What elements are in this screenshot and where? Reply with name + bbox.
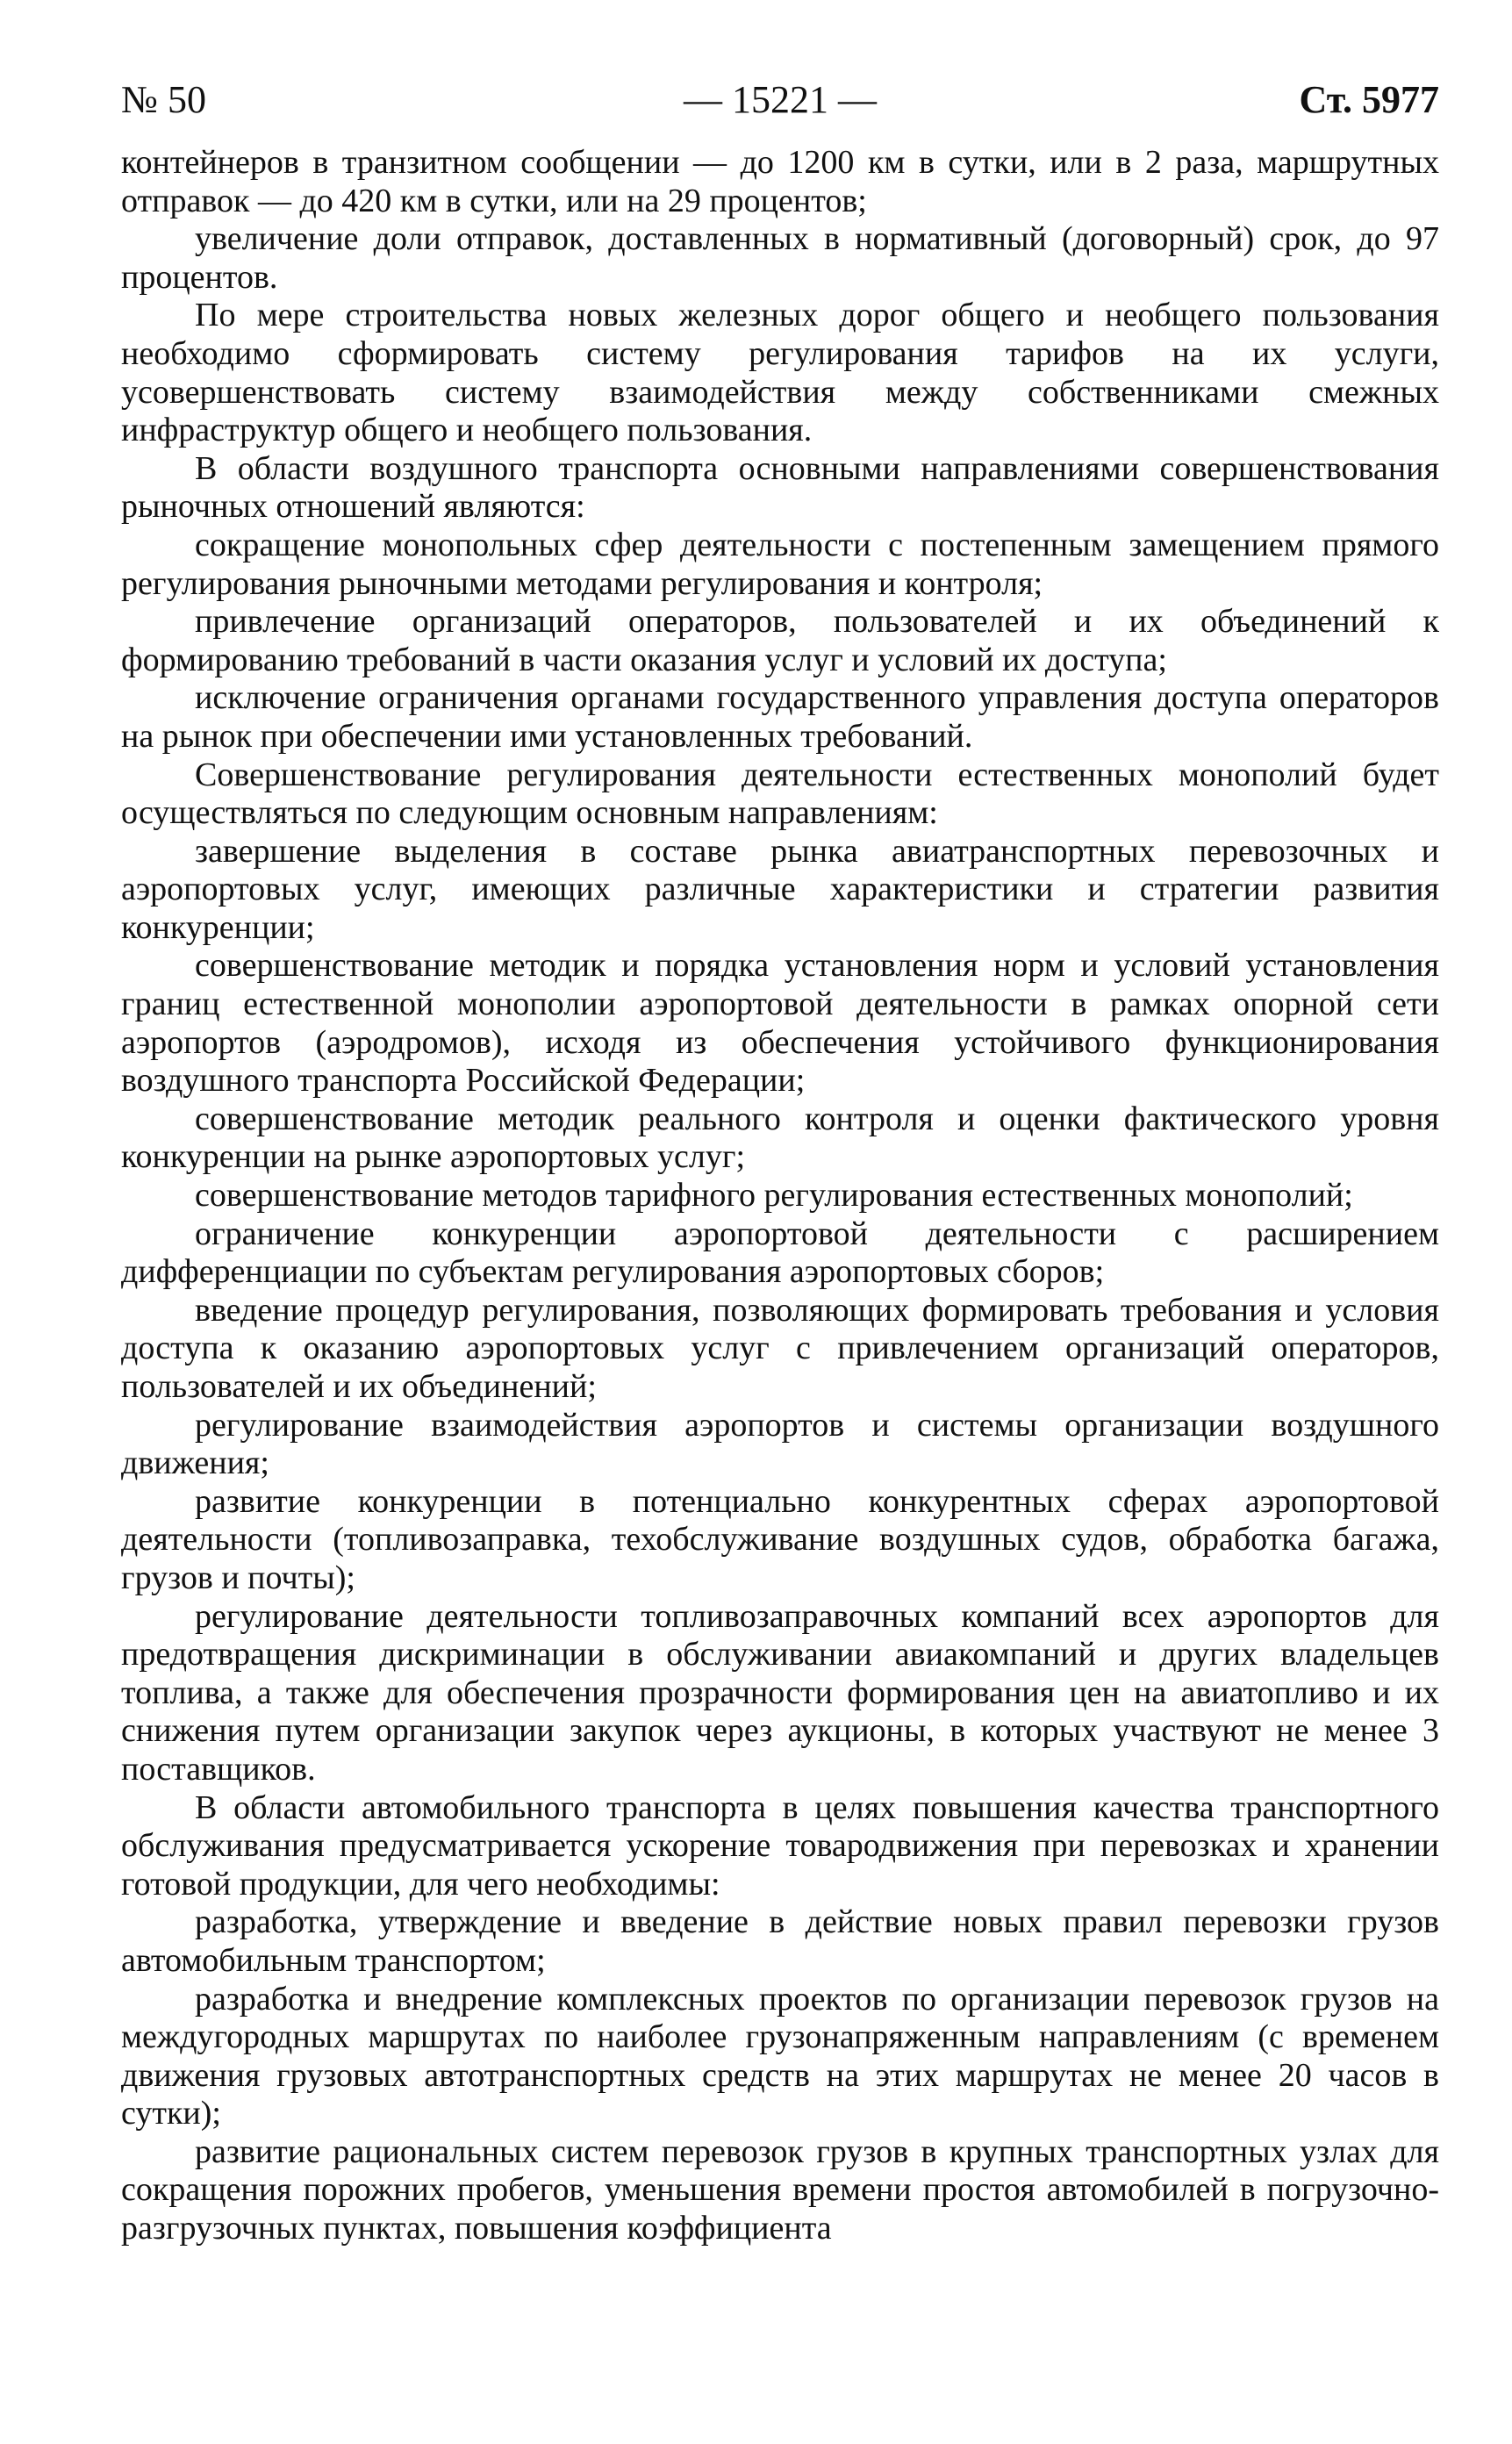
- paragraph: совершенствование методов тарифного регулирования естественных монополий;: [195, 1177, 1353, 1215]
- paragraph: регулирование взаимодействия аэропортов и системы организации воздушного движения;: [121, 1406, 1439, 1482]
- paragraph: регулирование деятельности топливозаправочных компаний всех аэропортов для предотвращения дискриминации в обслуживании авиакомпаний и других владельцев топлива, а также для обеспечения прозрачности формирования цен на авиатопливо и их снижения путем организации закупок через аукционы, в которых участвуют не менее 3 поставщиков.: [121, 1597, 1439, 1788]
- paragraph: завершение выделения в составе рынка авиатранспортных перевозочных и аэропортовых услуг, имеющих различные характеристики и стратегии развития конкуренции;: [121, 832, 1439, 946]
- issue-number: № 50: [121, 78, 206, 121]
- paragraph: сокращение монопольных сфер деятельности с постепенным замещением прямого регулирования рыночными методами регулирования и контроля;: [121, 526, 1439, 602]
- paragraph: увеличение доли отправок, доставленных в нормативный (договорный) срок, до 97 процентов.: [121, 220, 1439, 296]
- paragraph: развитие конкуренции в потенциально конкурентных сферах аэропортовой деятельности (топливозаправка, техобслуживание воздушных судов, обработка багажа, грузов и почты);: [121, 1482, 1439, 1596]
- paragraph: разработка, утверждение и введение в действие новых правил перевозки грузов автомобильным транспортом;: [121, 1903, 1439, 1979]
- paragraph: совершенствование методик и порядка установления норм и условий установления границ естественной монополии аэропортовой деятельности в рамках опорной сети аэропортов (аэродромов), исходя из обеспечения устойчивого функционирования воздушного транспорта Российской Федерации;: [121, 947, 1439, 1100]
- paragraph: разработка и внедрение комплексных проектов по организации перевозок грузов на междугородных маршрутах по наиболее грузонапряженным направлениям (с временем движения грузовых автотранспортных средств на этих маршрутах не менее 20 часов в сутки);: [121, 1980, 1439, 2132]
- paragraph: Совершенствование регулирования деятельности естественных монополий будет осуществляться по следующим основным направлениям:: [121, 756, 1439, 832]
- paragraph: привлечение организаций операторов, пользователей и их объединений к формированию требований в части оказания услуг и условий их доступа;: [121, 603, 1439, 678]
- page-header: [121, 78, 1439, 144]
- page-number: — 15221 —: [684, 78, 877, 121]
- paragraph: развитие рациональных систем перевозок грузов в крупных транспортных узлах для сокращения порожних пробегов, уменьшения времени простоя автомобилей в погрузочно-разгрузочных пунктах, повышения коэффициента: [121, 2132, 1439, 2247]
- paragraph: В области автомобильного транспорта в целях повышения качества транспортного обслуживания предусматривается ускорение товародвижения при перевозках и хранении готовой продукции, для чего необходимы:: [121, 1788, 1439, 1903]
- paragraph: введение процедур регулирования, позволяющих формировать требования и условия доступа к оказанию аэропортовых услуг с привлечением организаций операторов, пользователей и их объединений;: [121, 1291, 1439, 1405]
- paragraph: совершенствование методик реального контроля и оценки фактического уровня конкуренции на рынке аэропортовых услуг;: [121, 1100, 1439, 1176]
- article-number: Ст. 5977: [1299, 78, 1439, 121]
- paragraph: контейнеров в транзитном сообщении — до 1200 км в сутки, или в 2 раза, маршрутных отправок — до 420 км в сутки, или на 29 процентов;: [121, 144, 1439, 219]
- paragraph: По мере строительства новых железных дорог общего и необщего пользования необходимо сформировать систему регулирования тарифов на их услуги, усовершенствовать систему взаимодействия между собственниками смежных инфраструктур общего и необщего пользования.: [121, 297, 1439, 449]
- document-page: [121, 78, 1439, 2248]
- paragraph: ограничение конкуренции аэропортовой деятельности с расширением дифференциации по субъектам регулирования аэропортовых сборов;: [121, 1215, 1439, 1291]
- paragraph: В области воздушного транспорта основными направлениями совершенствования рыночных отношений являются:: [121, 449, 1439, 526]
- paragraph: исключение ограничения органами государственного управления доступа операторов на рынок при обеспечении ими установленных требований.: [121, 679, 1439, 755]
- document-body: [121, 144, 1439, 2248]
